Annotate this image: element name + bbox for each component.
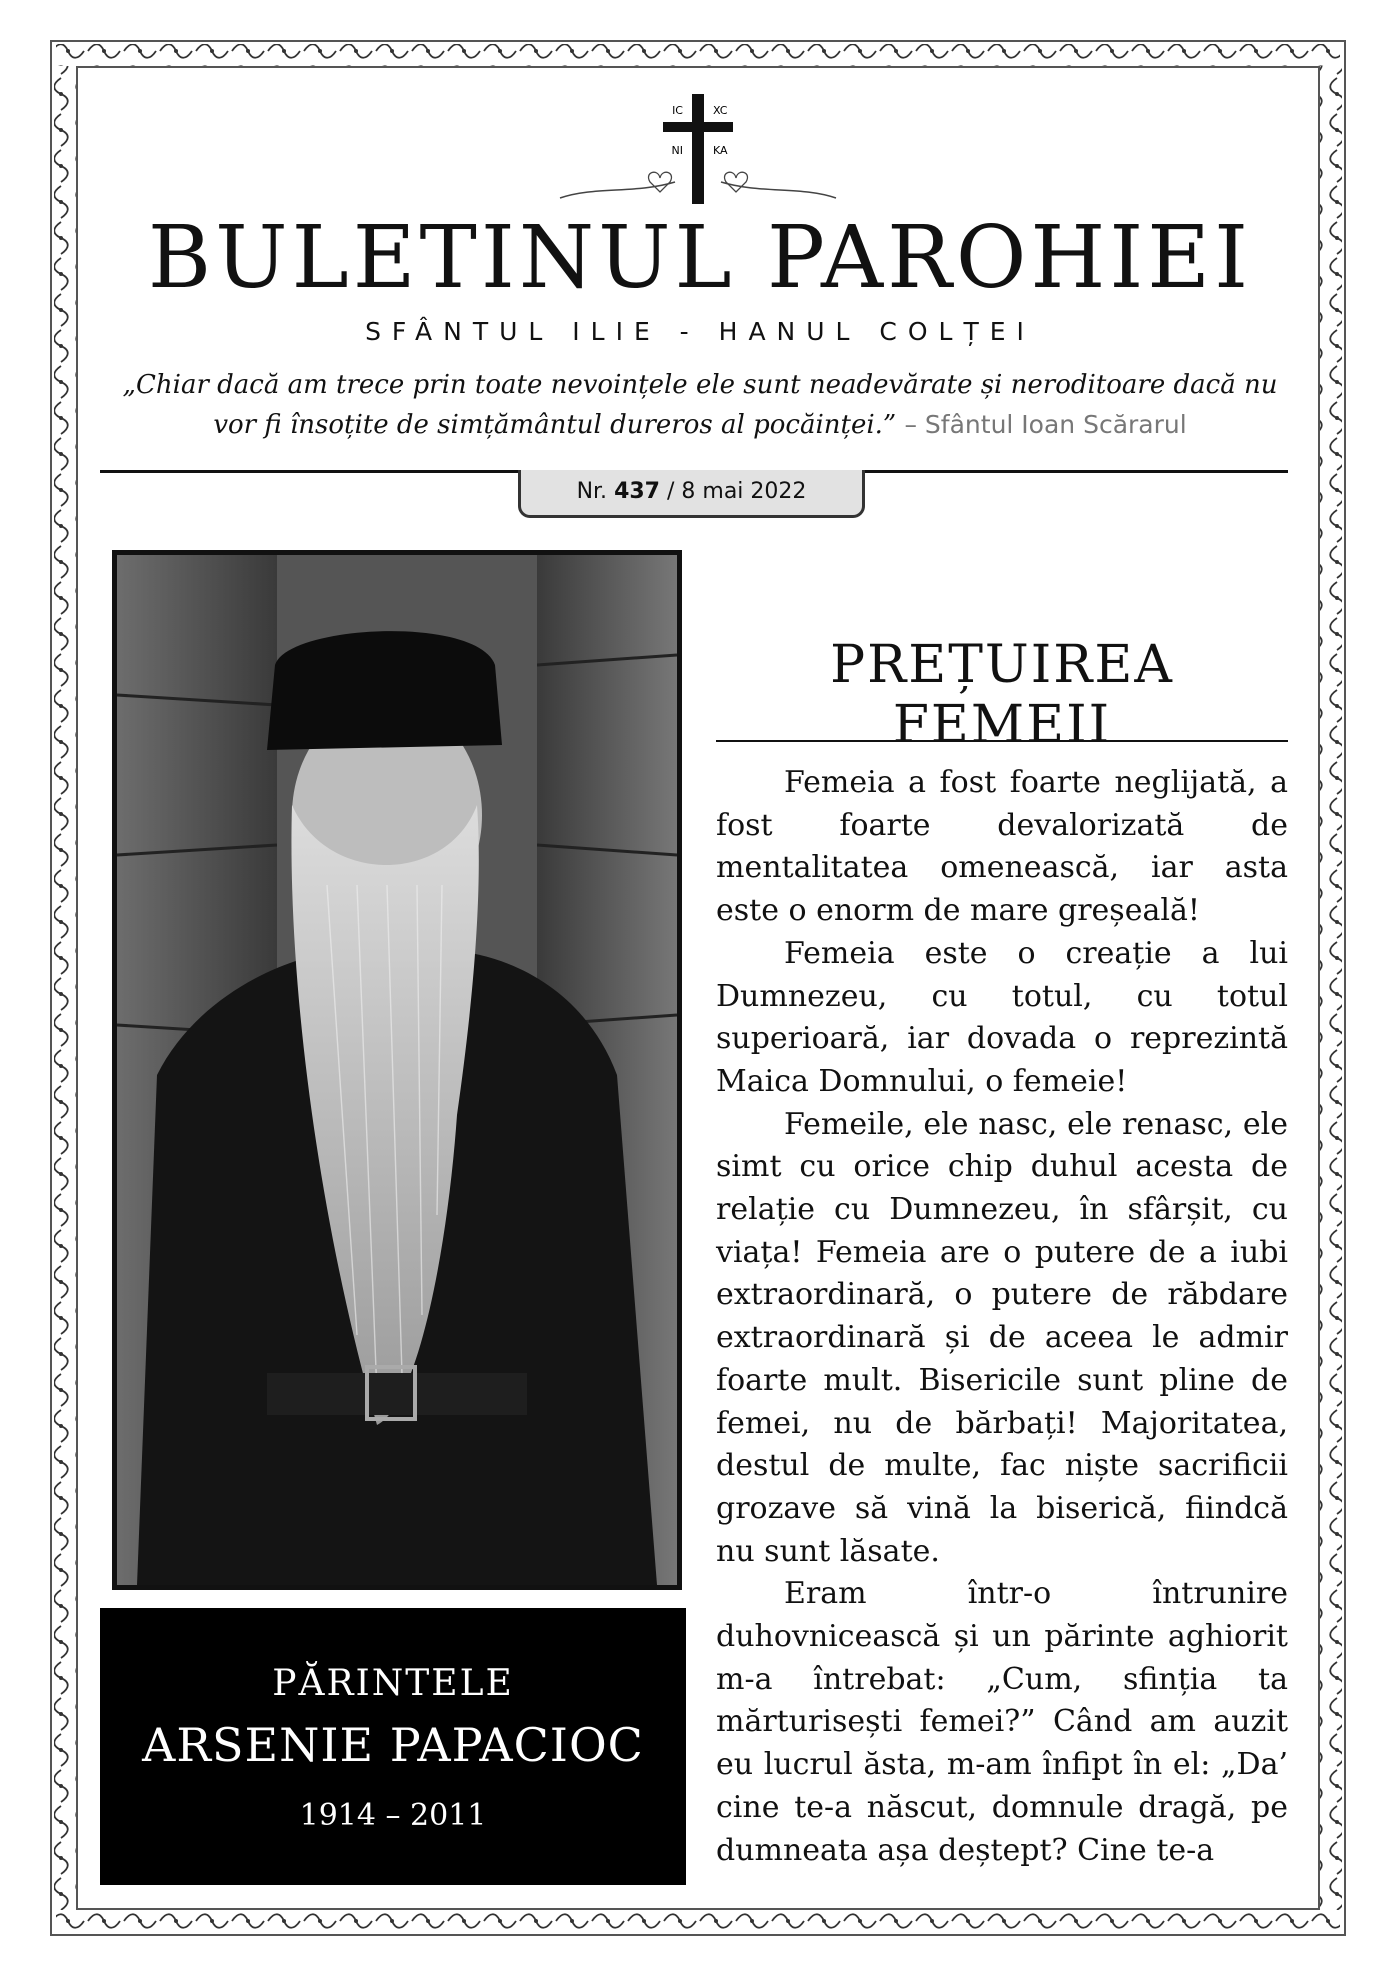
issue-prefix: Nr. [576, 479, 608, 504]
orthodox-cross-icon [555, 90, 845, 210]
article-paragraph: Femeia este o creație a lui Dumnezeu, cu totul, cu totul superioară, iar dovada o reprezintă Maica Domnului, o femeie! [716, 935, 1288, 1099]
cross-mark-tr: XC [713, 104, 728, 117]
portrait-photo [112, 550, 682, 1590]
article-paragraph: Femeia a fost foarte neglijată, a fost foarte devalorizată de mentalitatea omenească, iar asta este o enorm de mare greșeală! [716, 765, 1288, 929]
quote-text: „Chiar dacă am trece prin toate nevoințele ele sunt neadevărate și neroditoare dacă nu vor fi însoțite de simțământul dureros al pocăinței.” [122, 370, 1278, 440]
article-paragraph: Femeile, ele nasc, ele renasc, ele simt cu orice chip duhul acesta de relație cu Dumnezeu, în sfârșit, cu viața! Femeia are o putere de a iubi extraordinară, o putere de răbdare extraordinară și de aceea le admir foarte mult. Bisericile sunt pline de femei, nu de bărbați! Majoritatea, destul de multe, fac niște sacrificii grozave să vină la biserică, fiindcă nu sunt lăsate. [716, 1106, 1288, 1569]
caption-years: 1914 – 2011 [299, 1798, 487, 1833]
cross-mark-tl: IC [672, 104, 683, 117]
caption-title: PĂRINTELE [272, 1663, 514, 1704]
parish-subtitle: SFÂNTUL ILIE - HANUL COLȚEI [365, 317, 1035, 346]
article-paragraph: Eram într-o întrunire duhovnicească și un părinte aghiorit m-a întrebat: „Cum, sfinția ta mărturisești femei?” Când am auzit eu lucrul ăsta, m-am înfipt în el: „Da’ cine te-a născut, domnule dragă, pe dumneata așa deștept? Cine te-a [716, 1576, 1288, 1868]
cross-mark-br: KA [713, 144, 728, 157]
article-heading: PREȚUIREA FEMEII [830, 635, 1174, 755]
bulletin-title: BULETINUL PAROHIEI [147, 208, 1253, 308]
issue-number: 437 [614, 479, 660, 504]
article-body [716, 762, 1288, 1872]
cross-mark-bl: NI [671, 144, 683, 157]
header-quote [100, 365, 1300, 445]
issue-date: / 8 mai 2022 [667, 479, 807, 504]
portrait-caption [100, 1608, 686, 1885]
portrait-illustration [117, 555, 677, 1585]
heading-divider [716, 740, 1288, 742]
quote-author: – Sfântul Ioan Scărarul [904, 410, 1187, 439]
issue-tab [518, 470, 865, 518]
caption-name: ARSENIE PAPACIOC [142, 1718, 644, 1772]
